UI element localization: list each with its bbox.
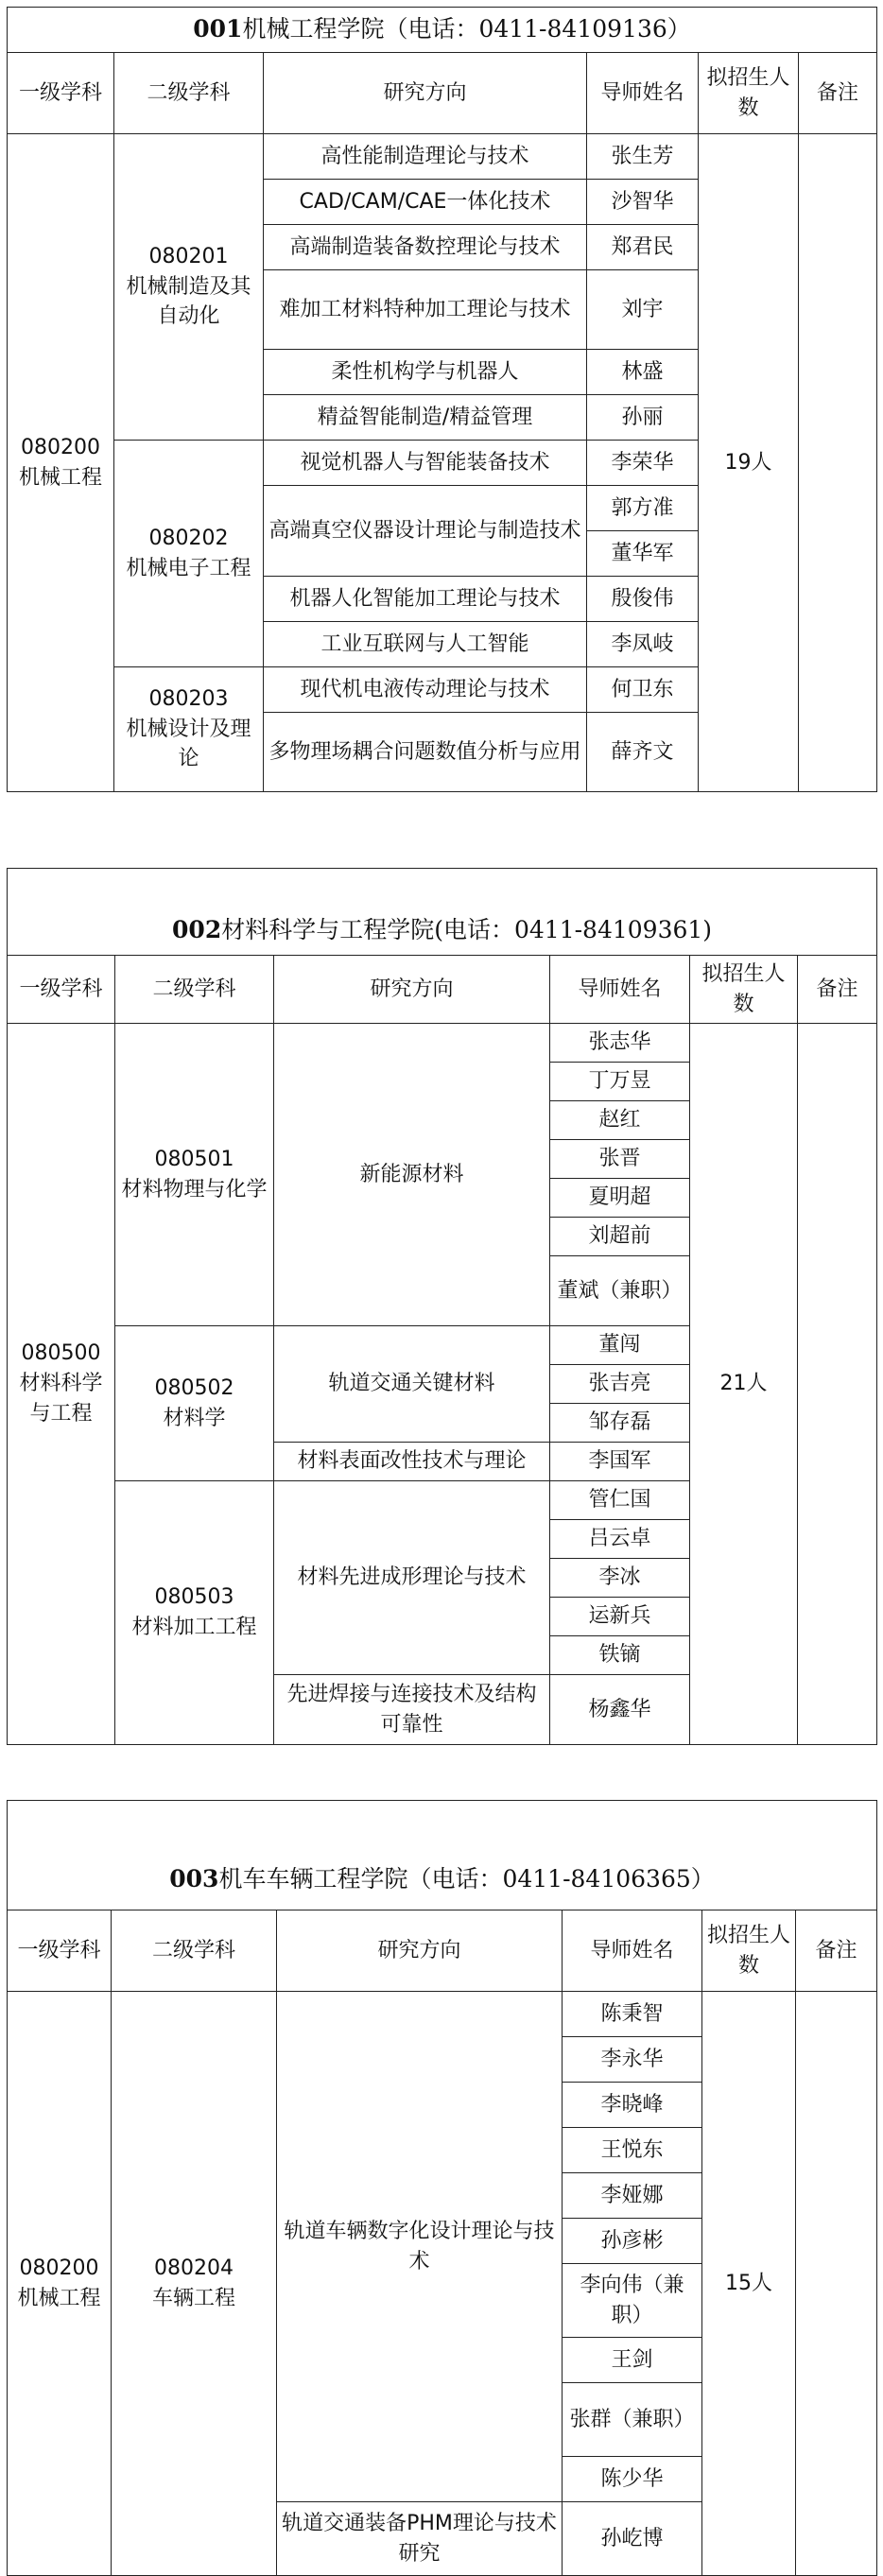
table-mechanical xyxy=(7,7,877,792)
advisor-name: 孙彦彬 xyxy=(563,2219,702,2264)
research-direction: 轨道车辆数字化设计理论与技术 xyxy=(277,1992,563,2502)
table-row xyxy=(8,1024,877,1063)
advisor-name: 邹存磊 xyxy=(550,1404,690,1443)
advisor-name: 何卫东 xyxy=(587,667,699,713)
quota-value: 19人 xyxy=(699,134,799,792)
header-level2: 二级学科 xyxy=(114,53,264,134)
header-quota: 拟招生人数 xyxy=(690,956,798,1024)
research-direction: 新能源材料 xyxy=(274,1024,550,1326)
level1-discipline: 080200 机械工程 xyxy=(8,134,114,792)
research-direction: 视觉机器人与智能装备技术 xyxy=(264,441,587,486)
section-materials xyxy=(7,868,876,1745)
advisor-name: 吕云卓 xyxy=(550,1520,690,1559)
advisor-name: 李国军 xyxy=(550,1443,690,1481)
level1-discipline: 080500 材料科学与工程 xyxy=(8,1024,115,1745)
header-direction: 研究方向 xyxy=(274,956,550,1024)
section-mechanical xyxy=(7,7,876,792)
research-direction: 高端真空仪器设计理论与制造技术 xyxy=(264,486,587,577)
advisor-name: 运新兵 xyxy=(550,1598,690,1636)
advisor-name: 孙屹博 xyxy=(563,2502,702,2576)
advisor-name: 郭方准 xyxy=(587,486,699,531)
advisor-name: 丁万昱 xyxy=(550,1063,690,1101)
advisor-name: 杨鑫华 xyxy=(550,1675,690,1745)
advisor-name: 李向伟（兼职） xyxy=(563,2264,702,2338)
level2-discipline: 080204 车辆工程 xyxy=(112,1992,277,2576)
advisor-name: 孙丽 xyxy=(587,395,699,441)
note-cell xyxy=(798,1024,877,1745)
advisor-name: 李娅娜 xyxy=(563,2173,702,2219)
table-row xyxy=(8,134,877,180)
college-title: 003机车车辆工程学院（电话：0411-84106365） xyxy=(8,1801,877,1910)
advisor-name: 董斌（兼职） xyxy=(550,1256,690,1326)
advisor-name: 张吉亮 xyxy=(550,1365,690,1404)
research-direction: 高端制造装备数控理论与技术 xyxy=(264,225,587,270)
research-direction: 高性能制造理论与技术 xyxy=(264,134,587,180)
advisor-name: 铁镝 xyxy=(550,1636,690,1675)
research-direction: 难加工材料特种加工理论与技术 xyxy=(264,270,587,350)
table-materials xyxy=(7,868,877,1745)
advisor-name: 殷俊伟 xyxy=(587,577,699,622)
advisor-name: 刘超前 xyxy=(550,1218,690,1256)
section-rolling-stock xyxy=(7,1800,876,2576)
level2-discipline: 080203 机械设计及理论 xyxy=(114,667,264,792)
advisor-name: 李晓峰 xyxy=(563,2083,702,2128)
header-direction: 研究方向 xyxy=(277,1910,563,1992)
research-direction: 轨道交通装备PHM理论与技术研究 xyxy=(277,2502,563,2576)
research-direction: 现代机电液传动理论与技术 xyxy=(264,667,587,713)
advisor-name: 管仁国 xyxy=(550,1481,690,1520)
header-note: 备注 xyxy=(796,1910,877,1992)
advisor-name: 张生芳 xyxy=(587,134,699,180)
college-title: 001机械工程学院（电话：0411-84109136） xyxy=(8,8,877,53)
header-level1: 一级学科 xyxy=(8,53,114,134)
level2-discipline: 080501 材料物理与化学 xyxy=(115,1024,274,1326)
header-advisor: 导师姓名 xyxy=(550,956,690,1024)
advisor-name: 沙智华 xyxy=(587,180,699,225)
advisor-name: 陈少华 xyxy=(563,2457,702,2502)
header-level2: 二级学科 xyxy=(112,1910,277,1992)
header-level2: 二级学科 xyxy=(115,956,274,1024)
level2-discipline: 080502 材料学 xyxy=(115,1326,274,1481)
header-note: 备注 xyxy=(798,956,877,1024)
header-quota: 拟招生人数 xyxy=(699,53,799,134)
level2-discipline: 080201 机械制造及其自动化 xyxy=(114,134,264,441)
advisor-name: 王悦东 xyxy=(563,2128,702,2173)
advisor-name: 薛齐文 xyxy=(587,713,699,792)
level1-discipline: 080200 机械工程 xyxy=(8,1992,112,2576)
advisor-name: 刘宇 xyxy=(587,270,699,350)
advisor-name: 董闯 xyxy=(550,1326,690,1365)
header-advisor: 导师姓名 xyxy=(563,1910,702,1992)
advisor-name: 李永华 xyxy=(563,2037,702,2083)
header-level1: 一级学科 xyxy=(8,956,115,1024)
note-cell xyxy=(796,1992,877,2576)
advisor-name: 张志华 xyxy=(550,1024,690,1063)
research-direction: CAD/CAM/CAE一体化技术 xyxy=(264,180,587,225)
advisor-name: 张群（兼职） xyxy=(563,2383,702,2457)
advisor-name: 李荣华 xyxy=(587,441,699,486)
level2-discipline: 080503 材料加工工程 xyxy=(115,1481,274,1745)
table-row xyxy=(8,1992,877,2037)
research-direction: 精益智能制造/精益管理 xyxy=(264,395,587,441)
header-row xyxy=(8,1910,877,1992)
advisor-name: 郑君民 xyxy=(587,225,699,270)
advisor-name: 赵红 xyxy=(550,1101,690,1140)
header-direction: 研究方向 xyxy=(264,53,587,134)
note-cell xyxy=(799,134,877,792)
research-direction: 柔性机构学与机器人 xyxy=(264,350,587,395)
advisor-name: 董华军 xyxy=(587,531,699,577)
research-direction: 工业互联网与人工智能 xyxy=(264,622,587,667)
header-row xyxy=(8,956,877,1024)
research-direction: 轨道交通关键材料 xyxy=(274,1326,550,1443)
header-advisor: 导师姓名 xyxy=(587,53,699,134)
header-quota: 拟招生人数 xyxy=(702,1910,796,1992)
header-note: 备注 xyxy=(799,53,877,134)
advisor-name: 林盛 xyxy=(587,350,699,395)
research-direction: 多物理场耦合问题数值分析与应用 xyxy=(264,713,587,792)
research-direction: 材料表面改性技术与理论 xyxy=(274,1443,550,1481)
advisor-name: 陈秉智 xyxy=(563,1992,702,2037)
college-title: 002材料科学与工程学院(电话：0411-84109361) xyxy=(8,869,877,956)
header-row xyxy=(8,53,877,134)
header-level1: 一级学科 xyxy=(8,1910,112,1992)
quota-value: 15人 xyxy=(702,1992,796,2576)
advisor-name: 夏明超 xyxy=(550,1179,690,1218)
table-rolling-stock xyxy=(7,1800,877,2576)
research-direction: 机器人化智能加工理论与技术 xyxy=(264,577,587,622)
advisor-name: 张晋 xyxy=(550,1140,690,1179)
research-direction: 材料先进成形理论与技术 xyxy=(274,1481,550,1675)
advisor-name: 李冰 xyxy=(550,1559,690,1598)
quota-value: 21人 xyxy=(690,1024,798,1745)
level2-discipline: 080202 机械电子工程 xyxy=(114,441,264,667)
research-direction: 先进焊接与连接技术及结构可靠性 xyxy=(274,1675,550,1745)
advisor-name: 王剑 xyxy=(563,2338,702,2383)
advisor-name: 李凤岐 xyxy=(587,622,699,667)
